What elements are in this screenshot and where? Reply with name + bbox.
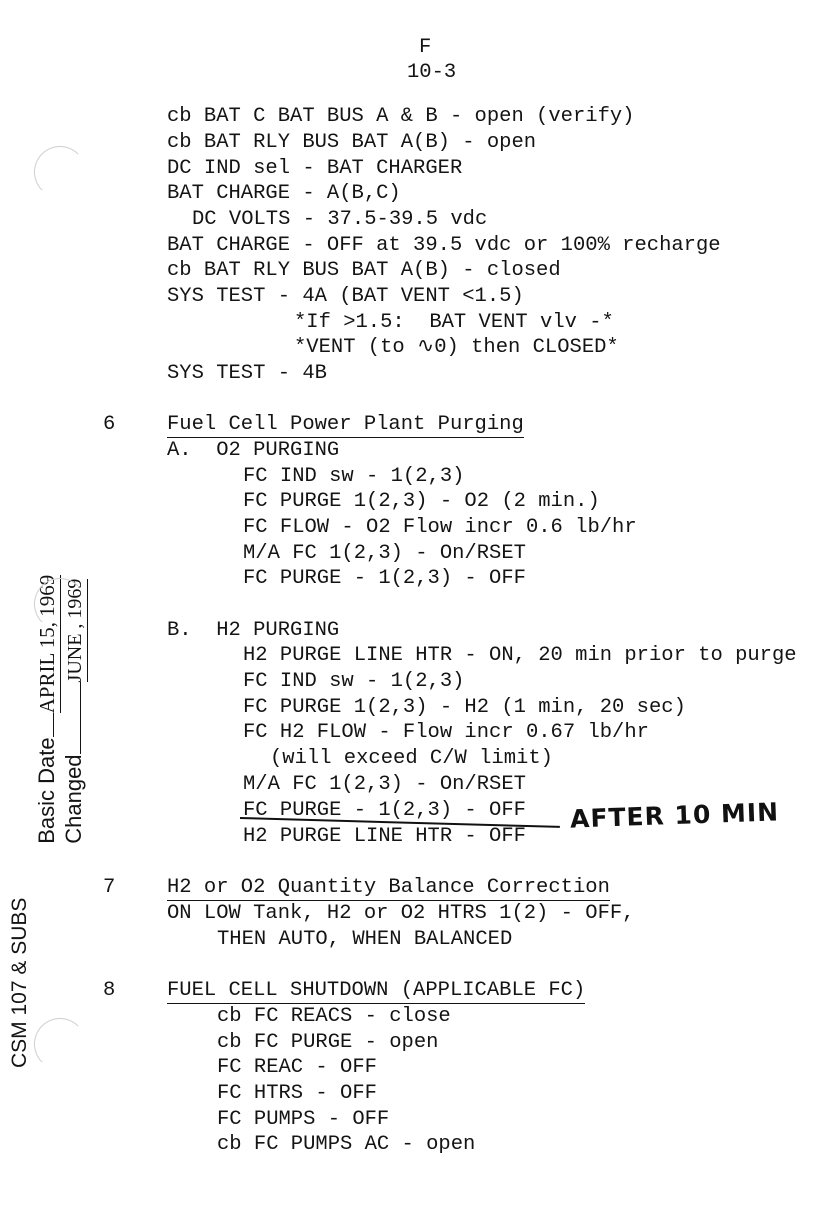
- step-line: FC IND sw - 1(2,3): [243, 465, 465, 488]
- step-line: cb FC PUMPS AC - open: [217, 1133, 476, 1156]
- basic-date-label: Basic Date: [34, 737, 59, 844]
- step-line: FC REAC - OFF: [217, 1056, 377, 1079]
- step-line: FC PURGE - 1(2,3) - OFF: [243, 567, 526, 590]
- section-title: Fuel Cell Power Plant Purging: [167, 413, 524, 436]
- step-line: BAT CHARGE - OFF at 39.5 vdc or 100% recharge: [167, 234, 721, 257]
- step-line: H2 PURGE LINE HTR - OFF: [243, 825, 526, 848]
- step-line: FC PURGE - 1(2,3) - OFF: [243, 799, 526, 822]
- binder-hole-mark: [34, 578, 86, 630]
- section-letter: F: [419, 36, 432, 59]
- step-line: cb BAT RLY BUS BAT A(B) - closed: [167, 259, 561, 282]
- step-line: (will exceed C/W limit): [270, 747, 553, 770]
- step-line: M/A FC 1(2,3) - On/RSET: [243, 542, 526, 565]
- step-line: cb FC REACS - close: [217, 1005, 451, 1028]
- step-line: H2 PURGE LINE HTR - ON, 20 min prior to purge: [243, 644, 797, 667]
- changed-label: Changed: [61, 754, 86, 844]
- changed-date-value: JUNE , 1969: [64, 578, 86, 683]
- step-line: FC H2 FLOW - Flow incr 0.67 lb/hr: [243, 721, 649, 744]
- step-line: M/A FC 1(2,3) - On/RSET: [243, 773, 526, 796]
- document-id: CSM 107 & SUBS: [8, 897, 31, 1068]
- step-line: FC IND sw - 1(2,3): [243, 670, 465, 693]
- step-line: FC PURGE 1(2,3) - H2 (1 min, 20 sec): [243, 696, 686, 719]
- basic-date-value: APRIL 15, 1969: [35, 574, 59, 714]
- step-line: cb BAT C BAT BUS A & B - open (verify): [167, 105, 635, 128]
- section-title: FUEL CELL SHUTDOWN (APPLICABLE FC): [167, 979, 586, 1002]
- section-number: 8: [103, 979, 116, 1002]
- page-number: 10-3: [407, 61, 457, 84]
- section-title: H2 or O2 Quantity Balance Correction: [167, 876, 610, 899]
- step-line: cb BAT RLY BUS BAT A(B) - open: [167, 131, 537, 154]
- section-number: 6: [103, 413, 116, 436]
- step-line: THEN AUTO, WHEN BALANCED: [217, 928, 513, 951]
- step-line: FC FLOW - O2 Flow incr 0.6 lb/hr: [243, 516, 637, 539]
- step-line: DC IND sel - BAT CHARGER: [167, 157, 463, 180]
- step-line: FC HTRS - OFF: [217, 1082, 377, 1105]
- step-line: cb FC PURGE - open: [217, 1031, 439, 1054]
- date-blank: [80, 682, 81, 754]
- binder-hole-mark: [34, 146, 86, 198]
- step-line: *If >1.5: BAT VENT vlv -*: [294, 311, 614, 334]
- step-line: SYS TEST - 4B: [167, 362, 327, 385]
- section-number: 7: [103, 876, 116, 899]
- step-line: FC PURGE 1(2,3) - O2 (2 min.): [243, 490, 600, 513]
- step-line: BAT CHARGE - A(B,C): [167, 182, 401, 205]
- subsection-title: A. O2 PURGING: [167, 439, 340, 462]
- binder-hole-mark: [34, 1018, 86, 1070]
- handwritten-note: AFTER 10 MIN: [569, 797, 780, 834]
- step-line: ON LOW Tank, H2 or O2 HTRS 1(2) - OFF,: [167, 902, 635, 925]
- step-line: *VENT (to ∿0) then CLOSED*: [294, 336, 619, 359]
- step-line: FC PUMPS - OFF: [217, 1108, 390, 1131]
- step-line: DC VOLTS - 37.5-39.5 vdc: [192, 208, 488, 231]
- subsection-title: B. H2 PURGING: [167, 619, 340, 642]
- step-line: SYS TEST - 4A (BAT VENT <1.5): [167, 285, 524, 308]
